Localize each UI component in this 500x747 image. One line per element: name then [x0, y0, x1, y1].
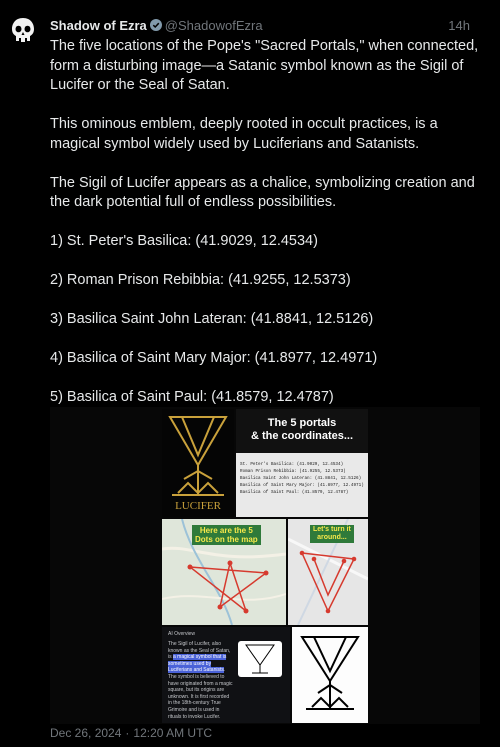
ai-overview-header: AI Overview	[168, 631, 195, 637]
user-handle[interactable]: @ShadowofEzra	[164, 17, 263, 33]
map-caption: around...	[317, 534, 347, 541]
verified-badge-icon	[150, 19, 162, 31]
tweet-text	[50, 37, 490, 427]
map-panel-rotated	[288, 519, 368, 625]
tweet-footer	[50, 726, 212, 740]
map-caption: Let's turn it	[313, 526, 351, 533]
skull-icon	[10, 17, 36, 45]
coordinate-item: 4) Basilica of Saint Mary Major: (41.8977, 12.4971)	[50, 350, 378, 366]
lucifer-caption: LUCIFER	[175, 500, 221, 512]
coords-line: Basilica of Saint Mary Major: (41.8977, 12.4971)	[240, 483, 364, 488]
sigil-of-lucifer-icon	[292, 627, 368, 723]
map-panel-dots	[162, 519, 286, 625]
ai-sigil-thumbnail	[238, 641, 282, 677]
coordinates-list-panel	[236, 453, 368, 517]
ai-text-highlight: a magical symbol that is sometimes used by Luciferians and Satanists	[168, 654, 227, 674]
lucifer-sigil-panel	[162, 409, 234, 517]
tweet-paragraph: The Sigil of Lucifer appears as a chalice, symbolizing creation and the dark potential full of endless possibilities.	[50, 174, 475, 210]
coords-line: St. Peter's Basilica: (41.9029, 12.4534)	[240, 462, 344, 467]
coords-line: Basilica Saint John Lateran: (41.8841, 12.5126)	[240, 476, 362, 481]
tweet-timestamp[interactable]: 14h	[448, 17, 470, 33]
coords-line: Roman Prison Rebibbia: (41.9255, 12.5373)	[240, 469, 346, 474]
tweet-paragraph: This ominous emblem, deeply rooted in occult practices, is a magical symbol widely used by Luciferians and Satanists.	[50, 116, 438, 152]
tweet-paragraph: The five locations of the Pope's "Sacred Portals," when connected, form a disturbing image—a Satanic symbol known as the Sigil of Lucifer or the Seal of Satan.	[50, 38, 479, 93]
black-sigil-panel	[292, 627, 368, 723]
coordinate-item: 5) Basilica of Saint Paul: (41.8579, 12.4787)	[50, 389, 334, 405]
coordinate-item: 2) Roman Prison Rebibbia: (41.9255, 12.5373)	[50, 272, 351, 288]
portals-subtitle: & the coordinates...	[250, 430, 354, 442]
coordinate-item: 1) St. Peter's Basilica: (41.9029, 12.4534)	[50, 233, 318, 249]
ai-text: . The symbol is believed to have originated from a magic square, but its origins are unknown. It is first recorded in the 18th-century True Grimoire and is used in rituals to invoke Lucifer.	[168, 667, 233, 720]
portals-title: The 5 portals	[267, 417, 337, 429]
map-caption: Dots on the map	[195, 535, 258, 544]
tweet-header	[50, 16, 490, 34]
post-date[interactable]: Dec 26, 2024	[50, 726, 122, 740]
coords-line: Basilica of Saint Paul: (41.8579, 12.4787)	[240, 490, 349, 495]
display-name[interactable]: Shadow of Ezra	[50, 17, 147, 33]
post-time[interactable]: 12:20 AM UTC	[133, 726, 213, 740]
ai-text: The Sigil of Lucifer, also known as the Seal of Satan, is	[168, 641, 231, 661]
ai-overview-panel	[162, 627, 290, 723]
media-image[interactable]	[50, 407, 480, 724]
sigil-of-lucifer-icon	[162, 409, 234, 517]
avatar[interactable]	[8, 16, 38, 46]
separator: ·	[125, 726, 130, 740]
map-caption: Here are the 5	[199, 526, 253, 535]
portals-title-panel	[236, 409, 368, 453]
ai-overview-text	[168, 641, 234, 720]
coordinate-item: 3) Basilica Saint John Lateran: (41.8841, 12.5126)	[50, 311, 374, 327]
